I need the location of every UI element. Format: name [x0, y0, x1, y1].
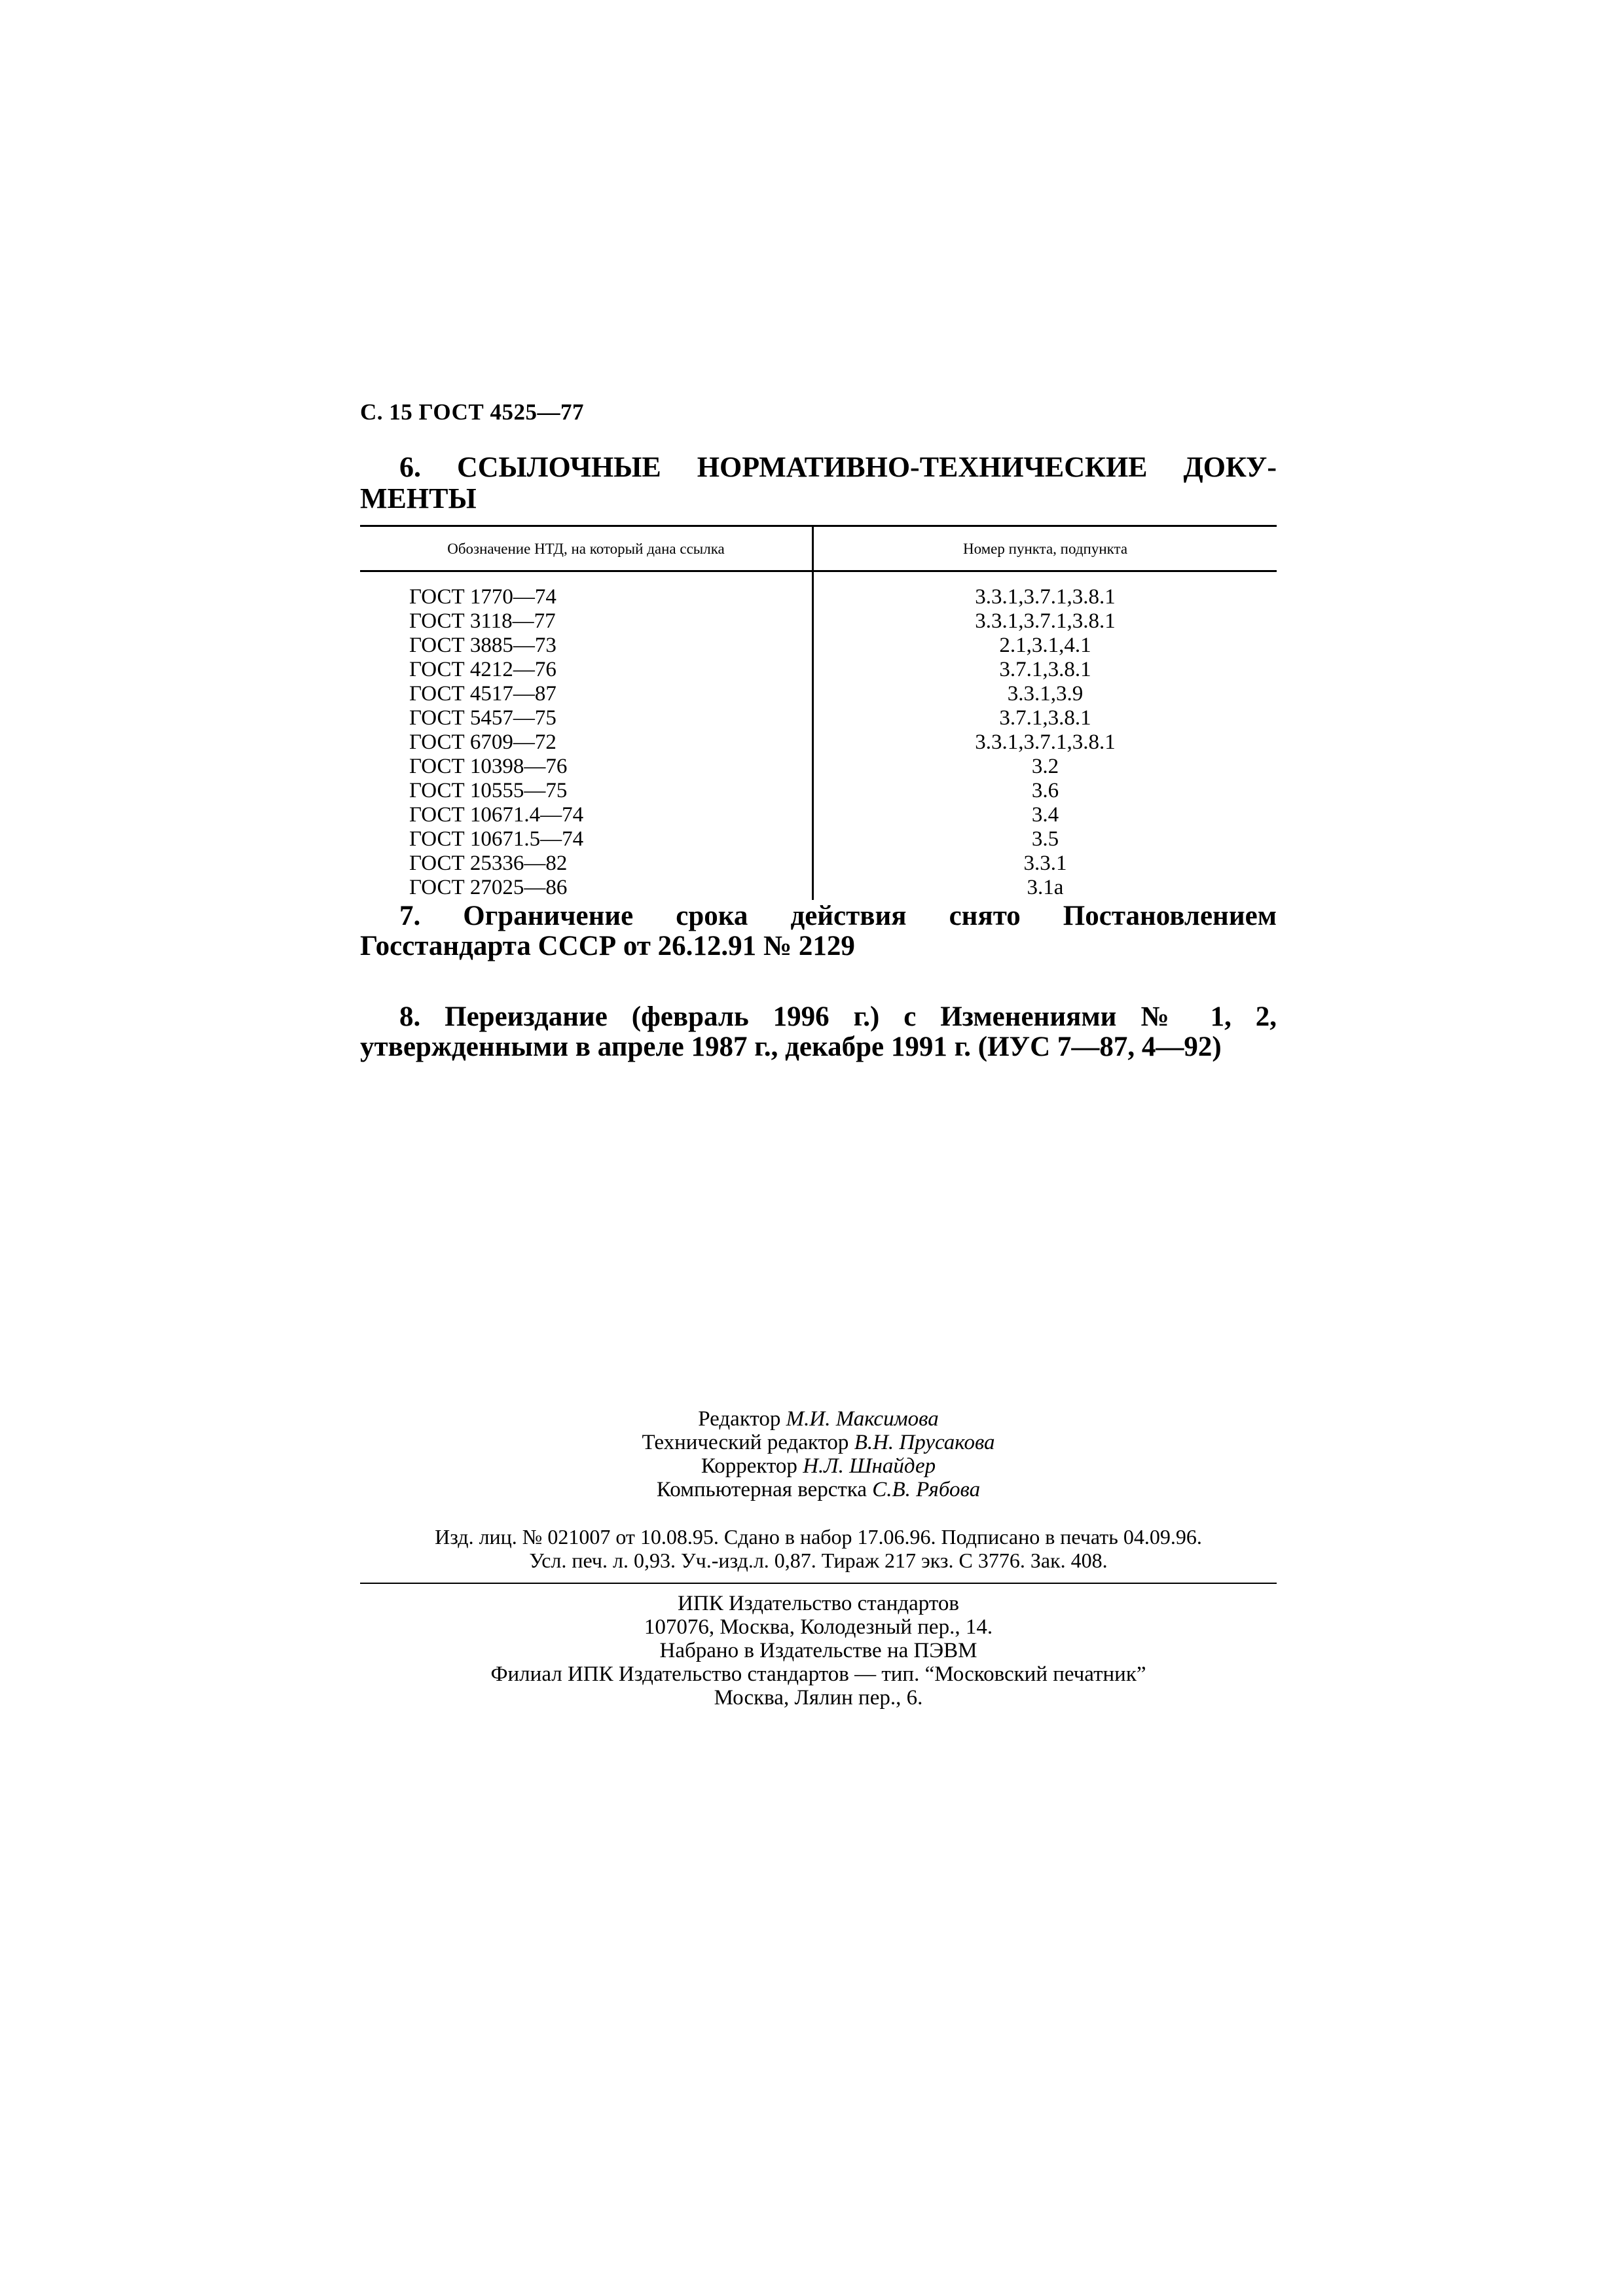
publisher-line: Москва, Лялин пер., 6. [714, 1686, 923, 1710]
credit-layout [360, 1478, 1277, 1501]
table-row [360, 730, 1277, 755]
credit-role: Редактор [698, 1407, 781, 1431]
table-row [360, 571, 1277, 610]
document-cell: ГОСТ 10671.5—74 [360, 827, 813, 852]
document-cell: ГОСТ 3885—73 [360, 634, 813, 658]
section-6-title [360, 452, 1277, 514]
document-cell: ГОСТ 25336—82 [360, 852, 813, 876]
publisher-block [360, 1592, 1277, 1710]
imprint-line-1: Изд. лиц. № 021007 от 10.08.95. Сдано в набор 17.06.96. Подписано в печать 04.09.96. [435, 1525, 1202, 1549]
credit-role: Корректор [701, 1454, 797, 1478]
clause-cell: 3.7.1,3.8.1 [999, 658, 1091, 681]
table-row [360, 803, 1277, 827]
section-7-paragraph: 7. Ограничение срока действия снято Постановлением Госстандарта СССР от 26.12.91 № 2129 [360, 901, 1277, 961]
document-cell: ГОСТ 4212—76 [360, 658, 813, 682]
clause-cell: 3.6 [1031, 779, 1059, 802]
table-row [360, 682, 1277, 706]
section-6-title-line1: 6. ССЫЛОЧНЫЕ НОРМАТИВНО-ТЕХНИЧЕСКИЕ ДОКУ- [399, 451, 1277, 483]
table-row [360, 634, 1277, 658]
clause-cell: 3.3.1,3.9 [1007, 682, 1084, 706]
publisher-line: 107076, Москва, Колодезный пер., 14. [644, 1615, 993, 1639]
credit-proofreader [360, 1454, 1277, 1478]
document-cell: ГОСТ 10671.4—74 [360, 803, 813, 827]
table-row [360, 876, 1277, 900]
table-header-clause: Номер пункта, подпункта [813, 526, 1277, 571]
credits-block [360, 1407, 1277, 1501]
clause-cell: 3.4 [1031, 803, 1059, 827]
clause-cell: 3.7.1,3.8.1 [999, 706, 1091, 730]
clause-cell: 2.1,3.1,4.1 [999, 634, 1091, 657]
document-cell: ГОСТ 4517—87 [360, 682, 813, 706]
publisher-line: Филиал ИПК Издательство стандартов — тип. “Московский печатник” [490, 1662, 1146, 1686]
document-cell: ГОСТ 3118—77 [360, 609, 813, 634]
credit-tech-editor [360, 1431, 1277, 1454]
credit-name: Н.Л. Шнайдер [803, 1454, 936, 1478]
clause-cell: 3.1а [1027, 876, 1064, 899]
publisher-line: ИПК Издательство стандартов [678, 1592, 959, 1615]
section-6-title-line2: МЕНТЫ [360, 482, 477, 514]
reference-table [360, 525, 1277, 900]
clause-cell: 3.3.1,3.7.1,3.8.1 [975, 585, 1116, 609]
document-cell: ГОСТ 1770—74 [360, 571, 813, 610]
credit-editor [360, 1407, 1277, 1431]
document-page [360, 399, 1277, 1710]
publisher-line: Набрано в Издательстве на ПЭВМ [659, 1639, 977, 1662]
document-cell: ГОСТ 10398—76 [360, 755, 813, 779]
divider-rule [360, 1583, 1277, 1584]
document-cell: ГОСТ 6709—72 [360, 730, 813, 755]
imprint-block [360, 1525, 1277, 1572]
credit-name: М.И. Максимова [786, 1407, 939, 1431]
table-row [360, 609, 1277, 634]
clause-cell: 3.3.1,3.7.1,3.8.1 [975, 609, 1116, 633]
table-header-row [360, 526, 1277, 571]
table-row [360, 658, 1277, 682]
credit-name: В.Н. Прусакова [854, 1431, 995, 1454]
section-8-paragraph: 8. Переиздание (февраль 1996 г.) с Изменениями № 1, 2, утвержденными в апреле 1987 г., декабре 1991 г. (ИУС 7—87, 4—92) [360, 1001, 1277, 1062]
running-head: С. 15 ГОСТ 4525—77 [360, 399, 584, 425]
table-row [360, 779, 1277, 803]
table-row [360, 827, 1277, 852]
document-cell: ГОСТ 5457—75 [360, 706, 813, 730]
table-row [360, 852, 1277, 876]
credit-name: С.В. Рябова [872, 1478, 981, 1501]
document-cell: ГОСТ 27025—86 [360, 876, 813, 900]
table-header-document: Обозначение НТД, на который дана ссылка [360, 526, 813, 571]
table-row [360, 755, 1277, 779]
table-row [360, 706, 1277, 730]
clause-cell: 3.2 [1031, 755, 1059, 778]
clause-cell: 3.3.1,3.7.1,3.8.1 [975, 730, 1116, 754]
credit-role: Технический редактор [642, 1431, 849, 1454]
credit-role: Компьютерная верстка [656, 1478, 867, 1501]
document-cell: ГОСТ 10555—75 [360, 779, 813, 803]
clause-cell: 3.3.1 [1023, 852, 1067, 875]
imprint-line-2: Усл. печ. л. 0,93. Уч.-изд.л. 0,87. Тираж 217 экз. С 3776. Зак. 408. [529, 1549, 1108, 1572]
clause-cell: 3.5 [1031, 827, 1059, 851]
